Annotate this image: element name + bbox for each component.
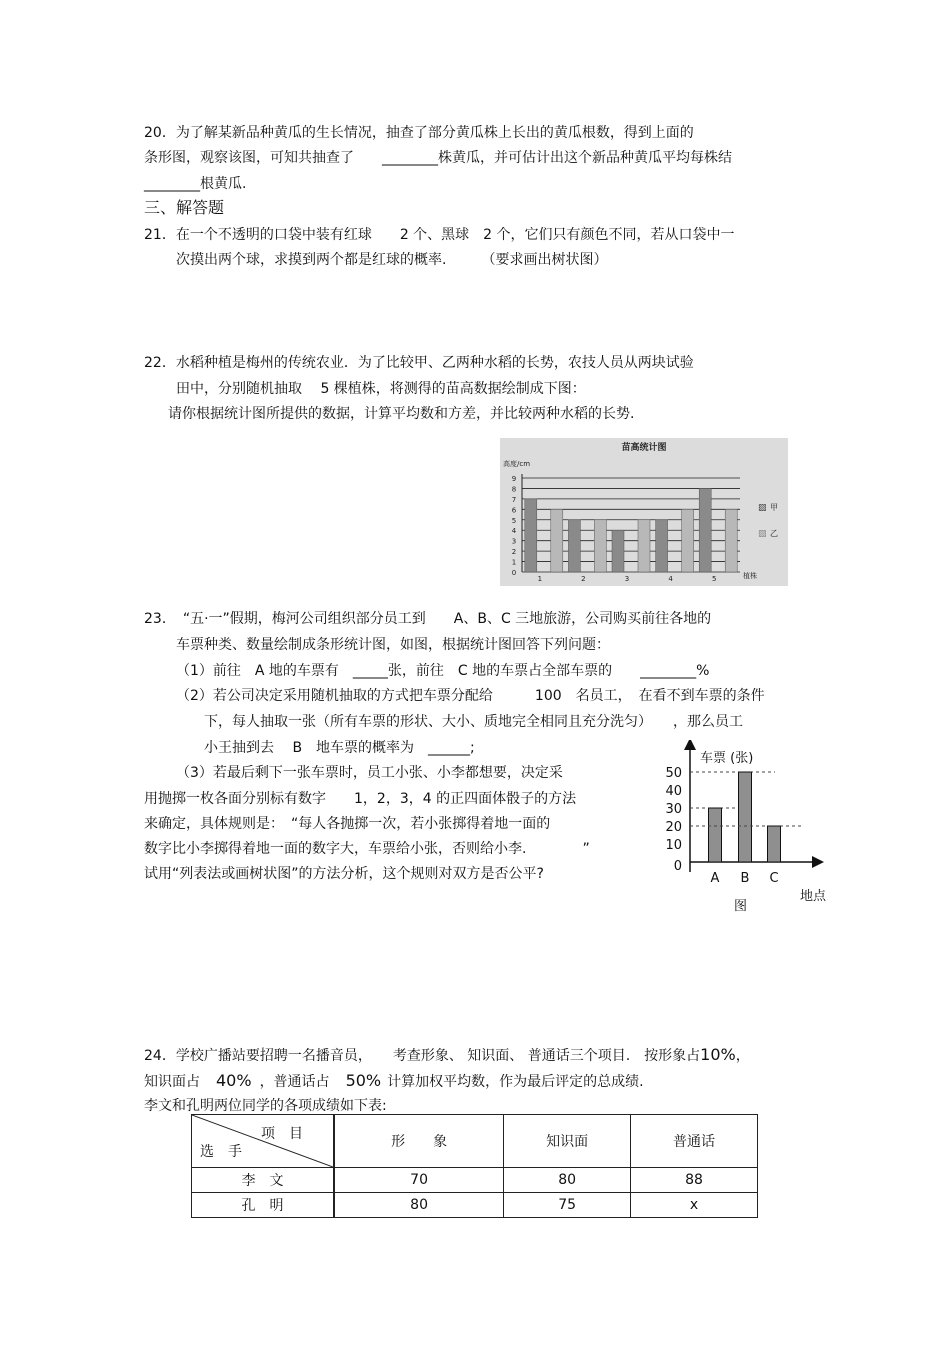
ticket-x-tick: C [769,871,779,886]
seedling-y-tick: 2 [511,548,517,557]
seedling-bar-jia [699,488,711,572]
q20-line2: 条形图，观察该图，可知共抽查了 ________株黄瓜，并可估计出这个新品种黄瓜平均每株结 [144,150,732,166]
legend-jia-mark: ▨ [758,503,767,513]
ticket-y-tick: 40 [665,784,682,799]
seedling-y-tick: 9 [511,475,517,483]
q24-line2-text-c: 计算加权平均数，作为最后评定的总成绩. [387,1074,644,1090]
ticket-y-tick: 10 [665,838,682,853]
seedling-bar-yi [638,520,650,572]
q24-line2 [144,1072,644,1091]
seedling-bar-chart [500,438,788,586]
table-row [192,1193,758,1218]
seedling-x-tick: 4 [668,575,673,583]
legend-yi-mark: ▧ [758,529,767,539]
seedling-y-tick: 7 [511,495,517,504]
q21-line1: 21．在一个不透明的口袋中装有红球 2 个、黑球 2 个，它们只有颜色不同，若从口袋中一 [144,227,735,243]
score-table [191,1114,758,1218]
q23-line1: 23． “五·一”假期，梅河公司组织部分员工到 A、B、C 三地旅游，公司购买前往各地的 [144,611,712,627]
section-heading: 三、解答题 [144,198,225,217]
q24-line1-end: ， [735,1048,750,1064]
seedling-y-tick: 5 [511,516,517,525]
q22-line1: 22．水稻种植是梅州的传统农业．为了比较甲、乙两种水稻的长势，农技人员从两块试验 [144,355,694,371]
table-header-row [192,1115,758,1168]
ticket-x-tick: A [710,871,720,886]
seedling-y-tick: 8 [511,485,517,494]
ticket-bar-chart [660,740,840,920]
ticket-y-label: 车票 (张) [700,751,754,766]
seedling-y-tick: 0 [511,569,517,577]
ticket-y-tick: 30 [665,802,682,817]
q23-line9: 来确定，具体规则是： “每人各抛掷一次，若小张掷得着地一面的 [144,816,551,832]
ticket-bar [768,826,781,862]
q24-line2-text-b: ，普通话占 [259,1074,330,1090]
seedling-bar-jia [525,499,537,572]
q23-line10: 数字比小李掷得着地一面的数字大，车票给小张，否则给小李. ” [144,841,590,857]
ticket-y-tick: 20 [665,820,682,835]
q24-line2-text-a: 知识面占 [144,1074,200,1090]
q20-line3: ________根黄瓜. [144,176,247,192]
q24-line1 [144,1046,750,1065]
ticket-y-tick: 0 [673,859,682,874]
seedling-y-tick: 3 [511,537,517,546]
seedling-bar-yi [594,520,606,572]
q24-pct-mandarin: 50% [345,1071,382,1090]
q22-line2: 田中，分别随机抽取 5 棵植株，将测得的苗高数据绘制成下图： [176,381,586,397]
row-cell: 80 [504,1168,631,1193]
seedling-y-tick: 1 [511,558,517,567]
legend-yi: 乙 [770,529,778,538]
q24-line3: 李文和孔明两位同学的各项成绩如下表: [144,1098,387,1114]
table-corner-cell [192,1115,335,1168]
seedling-bar-jia [656,520,668,572]
q24-pct-knowledge: 40% [216,1071,252,1090]
ticket-x-label: 地点 [800,889,827,904]
q21-line2: 次摸出两个球，求摸到两个都是红球的概率. （要求画出树状图） [176,252,608,268]
q23-line8: 用抛掷一枚各面分别标有数字 1，2，3，4 的正四面体骰子的方法 [144,791,577,807]
ticket-bar [709,808,722,862]
seedling-x-label: 植株 [743,572,757,580]
q22-line3: 请你根据统计图所提供的数据，计算平均数和方差，并比较两种水稻的长势. [168,406,635,422]
seedling-x-tick: 2 [581,575,586,583]
ticket-caption: 图 [734,899,748,914]
seedling-chart-title: 苗高统计图 [621,443,667,453]
row-name: 李 文 [192,1168,335,1193]
table-row [192,1168,758,1193]
seedling-x-tick: 5 [711,575,717,583]
corner-player-label: 选 手 [200,1144,242,1160]
q23-line11: 试用“列表法或画树状图”的方法分析，这个规则对双方是否公平? [144,866,544,882]
seedling-y-tick: 4 [511,527,517,536]
header-knowledge: 知识面 [504,1115,631,1168]
q24-line1-text: 24．学校广播站要招聘一名播音员， 考查形象、 知识面、 普通话三个项目. 按形象占 [144,1048,701,1064]
q23-line3: （1）前往 A 地的车票有 _____张，前往 C 地的车票占全部车票的 ________% [176,663,710,679]
ticket-bar [739,772,752,862]
q23-line5: 下，每人抽取一张（所有车票的形状、大小、质地完全相同且充分洗匀） ，那么员工 [204,714,743,730]
row-cell: x [631,1193,758,1218]
seedling-bar-jia [568,520,580,572]
seedling-bar-yi [725,509,737,572]
row-cell: 70 [334,1168,504,1193]
header-mandarin: 普通话 [631,1115,758,1168]
header-image: 形 象 [334,1115,504,1168]
row-cell: 75 [504,1193,631,1218]
seedling-bar-yi [551,509,563,572]
seedling-y-label: 高度/cm [503,460,531,468]
q20-line1: 20．为了解某新品种黄瓜的生长情况，抽查了部分黄瓜株上长出的黄瓜根数，得到上面的 [144,125,694,141]
seedling-x-tick: 3 [624,575,630,583]
row-name: 孔 明 [192,1193,335,1218]
ticket-y-tick: 50 [665,766,682,781]
q23-line6: 小王抽到去 B 地车票的概率为 ______; [204,740,475,756]
q23-line4: （2）若公司决定采用随机抽取的方式把车票分配给 100 名员工， 在看不到车票的条件 [176,688,765,704]
ticket-x-tick: B [740,871,750,886]
corner-project-label: 项 目 [261,1126,303,1142]
seedling-bar-jia [612,530,624,572]
seedling-y-tick: 6 [511,506,517,515]
q23-line2: 车票种类、数量绘制成条形统计图，如图，根据统计图回答下列问题： [176,637,610,653]
legend-jia: 甲 [770,503,778,512]
seedling-x-tick: 1 [537,575,543,583]
q24-pct-image: 10% [700,1045,736,1064]
q23-line7: （3）若最后剩下一张车票时，员工小张、小李都想要，决定采 [176,765,563,781]
seedling-bar-yi [682,509,694,572]
row-cell: 88 [631,1168,758,1193]
row-cell: 80 [334,1193,504,1218]
